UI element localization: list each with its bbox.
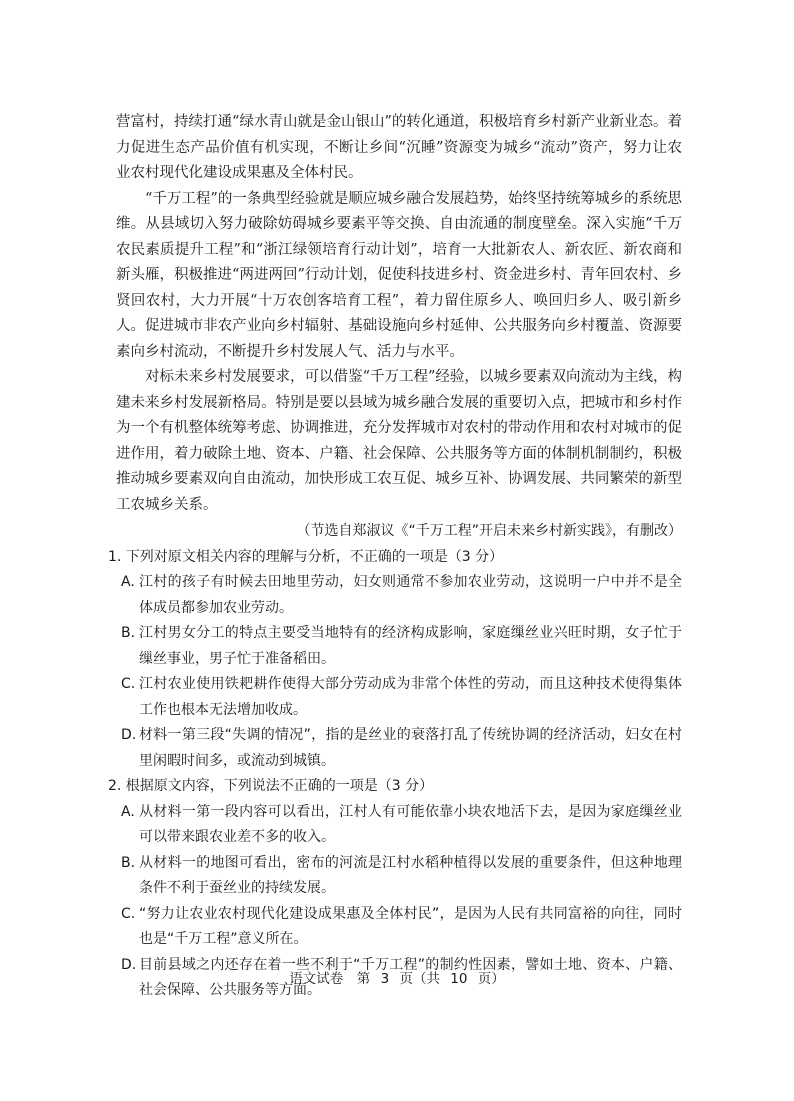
option-text: 目前县域之内还存在着一些不利于“千万工程”的制约性因素，譬如土地、资本、户籍、社会保障、公共服务等方面。 [139, 956, 682, 998]
option-text: 材料一第三段“失调的情况”，指的是丝业的衰落打乱了传统协调的经济活动，妇女在村里闲暇时间多，或流动到城镇。 [139, 727, 682, 769]
option-d [108, 723, 682, 774]
option-letter: D. [121, 727, 137, 743]
option-c [108, 902, 682, 953]
option-letter: A. [121, 574, 135, 590]
option-letter: B. [121, 625, 136, 641]
option-letter: C. [121, 905, 136, 922]
page-footer: 语文试卷 第 3 页（共 10 页） [289, 971, 505, 987]
option-letter: D. [121, 956, 137, 973]
option-a [108, 570, 682, 621]
passage-paragraph: 对标未来乡村发展要求，可以借鉴“千万工程”经验，以城乡要素双向流动为主线，构建未来乡村发展新格局。特别是要以县域为城乡融合发展的重要切入点，把城市和乡村作为一个有机整体统筹考虑、协调推进，充分发挥城市对农村的带动作用和农村对城市的促进作用，着力破除土地、资本、户籍、社会保障、公共服务等方面的体制机制制约，积极推动城乡要素双向自由流动，加快形成工农互促、城乡互补、协调发展、共同繁荣的新型工农城乡关系。 [116, 369, 682, 513]
option-b [108, 621, 682, 672]
option-letter: C. [121, 676, 136, 692]
option-text: 江村男女分工的特点主要受当地特有的经济构成影响，家庭缫丝业兴旺时期，女子忙于缫丝事业，男子忙于准备稻田。 [139, 625, 682, 667]
passage-paragraph: “千万工程”的一条典型经验就是顺应城乡融合发展趋势，始终坚持统筹城乡的系统思维。从县域切入努力破除妨碍城乡要素平等交换、自由流通的制度壁垒。深入实施“千万农民素质提升工程”和“浙江绿领培育行动计划”，培育一大批新农人、新农匠、新农商和新头雁，积极推进“两进两回”行动计划，促使科技进乡村、资金进乡村、青年回农村、乡贤回农村，大力开展“十万农创客培育工程”，着力留住原乡人、唤回归乡人、吸引新乡人。促进城市非农产业向乡村辐射、基础设施向乡村延伸、公共服务向乡村覆盖、资源要素向乡村流动，不断提升乡村发展人气、活力与水平。 [116, 190, 682, 360]
question-stem: 2. 根据原文内容，下列说法不正确的一项是（3 分） [108, 778, 434, 794]
reading-passage [116, 110, 682, 545]
option-text: 从材料一第一段内容可以看出，江村人有可能依靠小块农地活下去，是因为家庭缫丝业可以带来跟农业差不多的收入。 [139, 803, 682, 845]
option-text: 江村的孩子有时候去田地里劳动，妇女则通常不参加农业劳动，这说明一户中并不是全体成员都参加农业劳动。 [139, 574, 682, 616]
option-text: 江村农业使用铁耙耕作使得大部分劳动成为非常个体性的劳动，而且这种技术使得集体工作也根本无法增加收成。 [139, 676, 682, 718]
question-1 [108, 545, 682, 775]
option-text: “努力让农业农村现代化建设成果惠及全体村民”，是因为人民有共同富裕的向往，同时也是“千万工程”意义所在。 [139, 905, 682, 947]
passage-paragraph: 营富村，持续打通“绿水青山就是金山银山”的转化通道，积极培育乡村新产业新业态。着力促进生态产品价值有机实现，不断让乡间“沉睡”资源变为城乡“流动”资产，努力让农业农村现代化建设成果惠及全体村民。 [116, 114, 682, 181]
option-a [108, 800, 682, 851]
option-letter: A. [121, 803, 135, 820]
question-stem: 1. 下列对原文相关内容的理解与分析，不正确的一项是（3 分） [108, 548, 504, 565]
option-b [108, 851, 682, 902]
exam-page [108, 110, 682, 1004]
option-c [108, 672, 682, 723]
passage-source: （节选自郑淑议《“千万工程”开启未来乡村新实践》，有删改） [296, 523, 682, 539]
option-letter: B. [121, 854, 136, 871]
option-text: 从材料一的地图可看出，密布的河流是江村水稻种植得以发展的重要条件，但这种地理条件不利于蚕丝业的持续发展。 [139, 854, 682, 896]
